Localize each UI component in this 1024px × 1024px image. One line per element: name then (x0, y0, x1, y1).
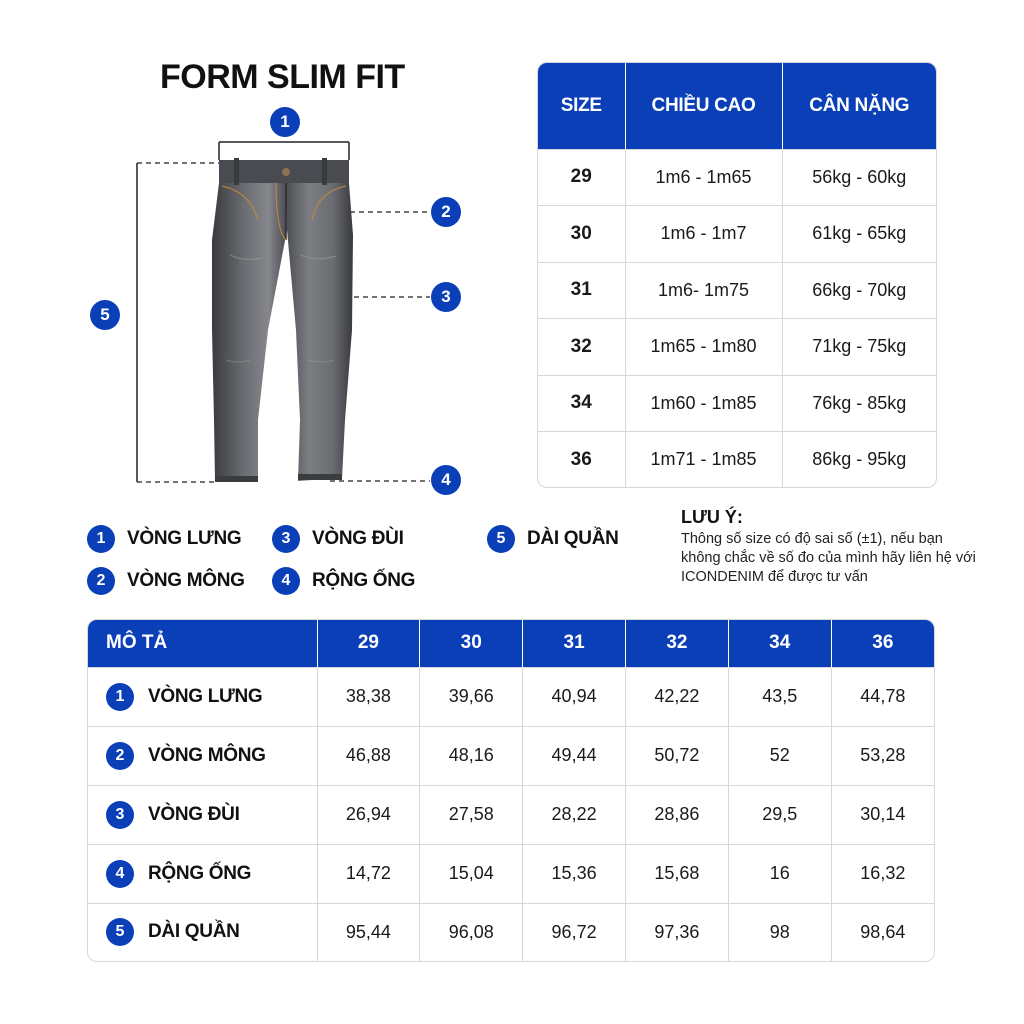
note-title: LƯU Ý: (681, 507, 743, 527)
weight-cell: 86kg - 95kg (782, 432, 936, 487)
weight-cell: 66kg - 70kg (782, 262, 936, 319)
row-number-badge: 1 (106, 683, 134, 711)
value-cell: 29,5 (728, 785, 831, 844)
value-cell: 28,22 (523, 785, 626, 844)
table-row (88, 667, 934, 726)
legend-label: RỘNG ỐNG (312, 570, 416, 591)
height-cell: 1m6 - 1m7 (625, 206, 782, 263)
size-column-header: 36 (831, 620, 934, 667)
note-box (681, 507, 981, 587)
size-cell: 32 (538, 319, 625, 376)
table-row (538, 149, 936, 206)
table-row (88, 903, 934, 961)
size-table-header-row (538, 63, 936, 149)
legend-item-thigh (272, 524, 404, 554)
value-cell: 50,72 (625, 726, 728, 785)
value-cell: 15,68 (625, 844, 728, 903)
height-cell: 1m6 - 1m65 (625, 149, 782, 206)
height-header: CHIỀU CAO (625, 63, 782, 149)
table-row (538, 375, 936, 432)
legend-number-badge: 1 (87, 525, 115, 553)
jeans-illustration (0, 0, 520, 500)
value-cell: 98 (728, 903, 831, 961)
legend-label: VÒNG LƯNG (127, 528, 242, 549)
value-cell: 26,94 (317, 785, 420, 844)
height-cell: 1m6- 1m75 (625, 262, 782, 319)
size-column-header: 32 (625, 620, 728, 667)
size-column-header: 34 (728, 620, 831, 667)
marker-length: 5 (90, 300, 120, 330)
marker-leg-opening: 4 (431, 465, 461, 495)
value-cell: 95,44 (317, 903, 420, 961)
legend-item-waist (87, 524, 241, 554)
legend-item-length (487, 524, 619, 554)
row-label: RỘNG ỐNG (148, 862, 252, 884)
value-cell: 96,72 (523, 903, 626, 961)
table-row (88, 726, 934, 785)
legend-number-badge: 4 (272, 567, 300, 595)
value-cell: 44,78 (831, 667, 934, 726)
size-cell: 30 (538, 206, 625, 263)
value-cell: 40,94 (523, 667, 626, 726)
legend-number-badge: 5 (487, 525, 515, 553)
row-label: DÀI QUẦN (148, 921, 240, 943)
row-label: VÒNG MÔNG (148, 744, 266, 766)
marker-thigh: 3 (431, 282, 461, 312)
value-cell: 46,88 (317, 726, 420, 785)
size-column-header: 31 (523, 620, 626, 667)
value-cell: 97,36 (625, 903, 728, 961)
value-cell: 27,58 (420, 785, 523, 844)
row-label: VÒNG ĐÙI (148, 803, 240, 825)
value-cell: 16 (728, 844, 831, 903)
size-cell: 36 (538, 432, 625, 487)
size-recommendation-table (537, 62, 937, 488)
height-cell: 1m71 - 1m85 (625, 432, 782, 487)
value-cell: 96,08 (420, 903, 523, 961)
value-cell: 15,04 (420, 844, 523, 903)
size-header: SIZE (538, 63, 625, 149)
value-cell: 43,5 (728, 667, 831, 726)
row-label-cell (88, 785, 317, 844)
value-cell: 28,86 (625, 785, 728, 844)
size-column-header: 29 (317, 620, 420, 667)
value-cell: 14,72 (317, 844, 420, 903)
measurement-table (87, 619, 935, 962)
jeans-diagram (0, 0, 520, 500)
row-number-badge: 4 (106, 860, 134, 888)
table-row (88, 785, 934, 844)
legend-label: VÒNG ĐÙI (312, 528, 404, 549)
weight-cell: 76kg - 85kg (782, 375, 936, 432)
marker-waist: 1 (270, 107, 300, 137)
note-text: Thông số size có độ sai số (±1), nếu bạn không chắc về số đo của mình hãy liên hệ với ICONDENIM để được tư vấn (681, 531, 976, 585)
row-number-badge: 2 (106, 742, 134, 770)
value-cell: 15,36 (523, 844, 626, 903)
size-cell: 29 (538, 149, 625, 206)
description-header: MÔ TẢ (88, 620, 317, 667)
weight-cell: 56kg - 60kg (782, 149, 936, 206)
weight-cell: 61kg - 65kg (782, 206, 936, 263)
table-row (538, 262, 936, 319)
legend-item-hip (87, 566, 245, 596)
legend-item-leg-opening (272, 566, 415, 596)
row-label: VÒNG LƯNG (148, 685, 263, 707)
legend-number-badge: 3 (272, 525, 300, 553)
size-column-header: 30 (420, 620, 523, 667)
value-cell: 39,66 (420, 667, 523, 726)
value-cell: 49,44 (523, 726, 626, 785)
height-cell: 1m65 - 1m80 (625, 319, 782, 376)
value-cell: 38,38 (317, 667, 420, 726)
legend-number-badge: 2 (87, 567, 115, 595)
legend-label: DÀI QUẦN (527, 528, 619, 549)
value-cell: 30,14 (831, 785, 934, 844)
weight-cell: 71kg - 75kg (782, 319, 936, 376)
size-cell: 31 (538, 262, 625, 319)
row-number-badge: 5 (106, 918, 134, 946)
row-label-cell (88, 844, 317, 903)
height-cell: 1m60 - 1m85 (625, 375, 782, 432)
size-cell: 34 (538, 375, 625, 432)
row-label-cell (88, 667, 317, 726)
page-title: FORM SLIM FIT (160, 58, 405, 96)
table-row (538, 319, 936, 376)
value-cell: 98,64 (831, 903, 934, 961)
table-row (88, 844, 934, 903)
weight-header: CÂN NẶNG (782, 63, 936, 149)
value-cell: 42,22 (625, 667, 728, 726)
table-row (538, 206, 936, 263)
legend-label: VÒNG MÔNG (127, 570, 245, 591)
value-cell: 53,28 (831, 726, 934, 785)
value-cell: 48,16 (420, 726, 523, 785)
row-number-badge: 3 (106, 801, 134, 829)
table-row (538, 432, 936, 487)
row-label-cell (88, 903, 317, 961)
measurement-header-row (88, 620, 934, 667)
marker-hip: 2 (431, 197, 461, 227)
row-label-cell (88, 726, 317, 785)
value-cell: 16,32 (831, 844, 934, 903)
value-cell: 52 (728, 726, 831, 785)
